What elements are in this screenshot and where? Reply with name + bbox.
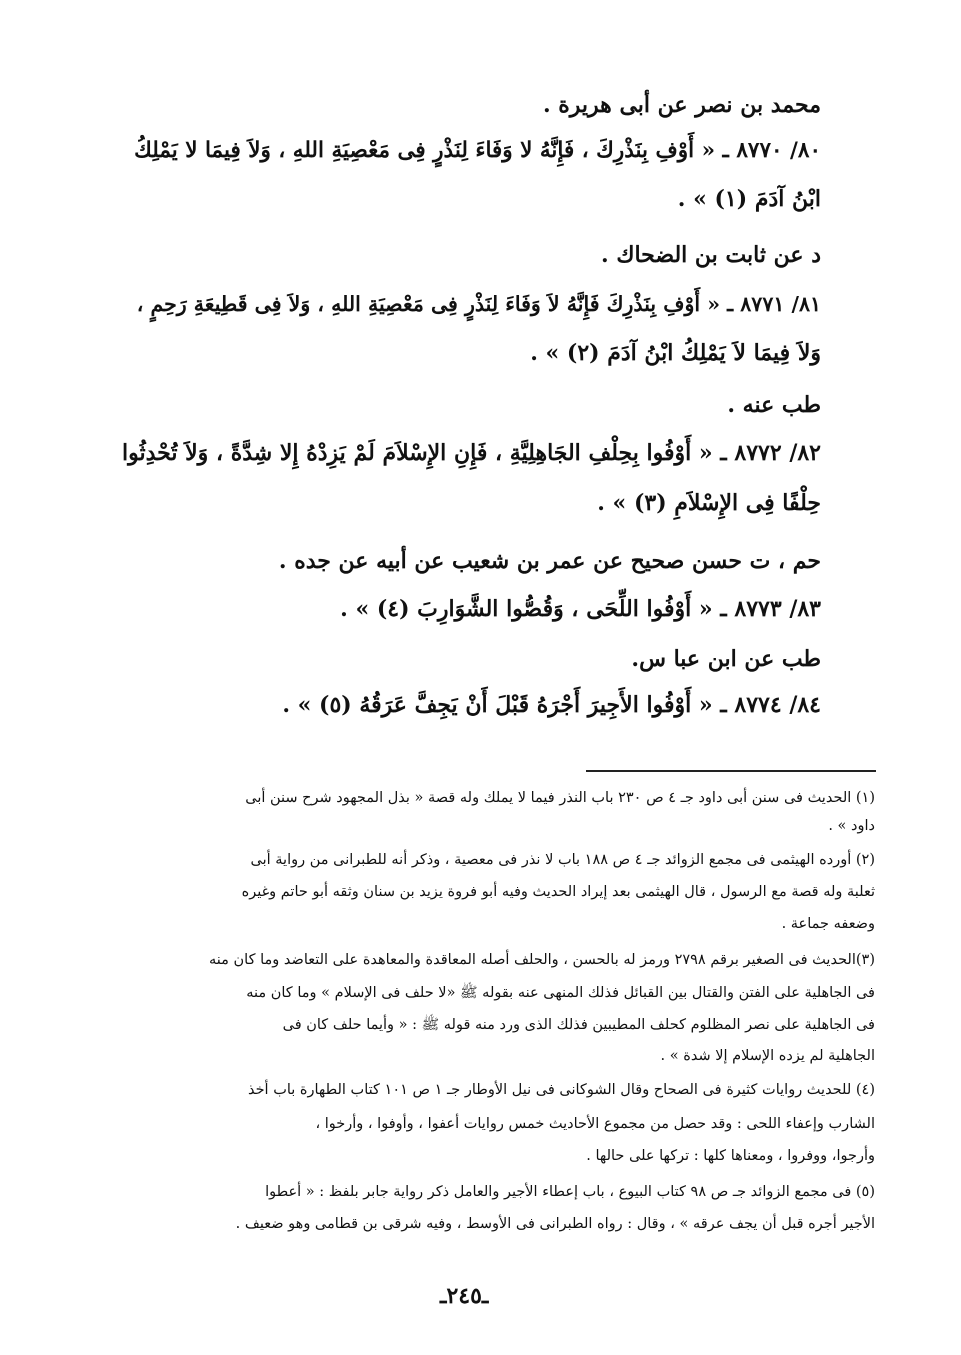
hadith-8772-line-1: ٨٢/ ٨٧٧٢ ـ « أَوْفُوا بِحِلْفِ الجَاهِلِيَّةِ ، فَإِنِ الإِسْلاَمَ لَمْ يَزِدْهُ إِلا شِدَّةً ، وَلاَ تُحْدِثُوا [122,440,821,466]
footnote-5-line-1: (٥) فى مجمع الزوائد جـ ص ٩٨ كتاب البيوع ، باب إعطاء الأجير والعامل ذكر رواية جابر بلفظ : « أعطوا [265,1184,875,1200]
hadith-8771-line-1: ٨١/ ٨٧٧١ ـ « أَوْفِ بِنَذْرِكَ فَإِنَّهُ لاَ وَفَاءَ لِنَذْرٍ فِى مَعْصِيَةِ اللهِ ، وَلاَ فِى قَطِيعَةِ رَحِمٍ ، [136,292,821,316]
footnote-2-line-3: وضعفه جماعة . [781,916,875,932]
hadith-8773-line: ٨٣/ ٨٧٧٣ ـ « أَوْفُوا اللِّحَى ، وَقُصُّوا الشَّوَارِبَ (٤) » . [340,596,821,622]
footnote-separator [586,770,876,772]
footnote-4-line-3: وأرجوا، ووفروا ، ومعناها كلها : تركها على حالها . [586,1148,875,1164]
hadith-8771-line-2: وَلاَ فِيمَا لاَ يَمْلِكُ ابْنُ آدَمَ (٢) » . [530,340,821,366]
footnote-4-line-1: (٤) للحديث روايات كثيرة فى الصحاح وقال الشوكانى فى نيل الأوطار جـ ١ ص ١٠١ كتاب الطهارة باب أخذ [247,1082,875,1098]
footnote-3-line-4: الجاهلية لم يزده الإسلام إلا شدة » . [660,1048,875,1064]
hadith-8772-line-2: حِلْفًا فِى الإِسْلاَمِ (٣) » . [597,490,821,516]
footnote-2-line-2: ثعلبة وله قصة مع الرسول ، قال الهيثمى بعد إيراد الحديث وفيه أبو فروة يزيد بن سنان وثقه أبو حاتم وغيره [241,884,875,900]
footnote-1-line-1: (١) الحديث فى سنن أبى داود جـ ٤ ص ٢٣٠ باب النذر فيما لا يملك وله قصة « بذل المجهود شرح سنن أبى [245,790,875,806]
page-number: ـ٢٤٥ـ [440,1283,489,1309]
hadith-8774-line: ٨٤/ ٨٧٧٤ ـ « أَوْفُوا الأَجِيرَ أَجْرَهُ قَبْلَ أَنْ يَجِفَّ عَرَقُهُ (٥) » . [282,692,821,718]
hadith-8770-line-1: ٨٠/ ٨٧٧٠ ـ « أَوْفِ بِنَذْرِكَ ، فَإِنَّهُ لا وَفَاءَ لِنَذْرٍ فِى مَعْصِيَةِ اللهِ ، وَلاَ فِيمَا لا يَمْلِكُ [134,138,821,163]
footnote-3-line-2: فى الجاهلية على الفتن والقتال بين القبائل فذلك المنهى عنه بقوله ﷺ «لا حلف فى الإسلام » وما كان منه [246,985,875,1001]
footnote-3-line-3: فى الجاهلية على نصر المظلوم كحلف المطيبين فذلك الذى ورد منه قوله ﷺ : « وأيما حلف كان فى [282,1017,875,1033]
source-line-1: محمد بن نصر عن أبى هريرة . [542,92,821,118]
hadith-8770-line-2: ابْنُ آدَمَ (١) » . [677,186,821,212]
source-line-5: طب عن ابن عبا س. [631,646,821,672]
footnote-2-line-1: (٢) أورده الهيثمى فى مجمع الزوائد جـ ٤ ص ١٨٨ باب لا نذر فى معصية ، وذكر أنه للطبرانى من رواية أبى [250,852,875,868]
source-line-2: د عن ثابت بن الضحاك . [601,242,821,268]
footnote-5-line-2: الأجير أجره قبل أن يجف عرقه » ، وقال : رواه الطبرانى فى الأوسط ، وفيه شرقى بن قطامى وهو ضعيف . [235,1216,875,1232]
source-line-4: حم ، ت حسن صحيح عن عمر بن شعيب عن أبيه عن جده . [278,548,821,574]
footnote-3-line-1: (٣)الحديث فى الصغير برقم ٢٧٩٨ ورمز له بالحسن ، والحلف أصله المعاقدة والمعاهدة على التعاضد وما كان منه [209,952,875,968]
footnote-4-line-2: الشارب وإعفاء اللحى : وقد حصل من مجموع الأحاديث خمس روايات أعفوا ، وأوفوا ، وأرخوا ، [315,1116,875,1132]
source-line-3: طب عنه . [727,392,821,418]
footnote-1-line-2: داود » . [828,818,875,834]
